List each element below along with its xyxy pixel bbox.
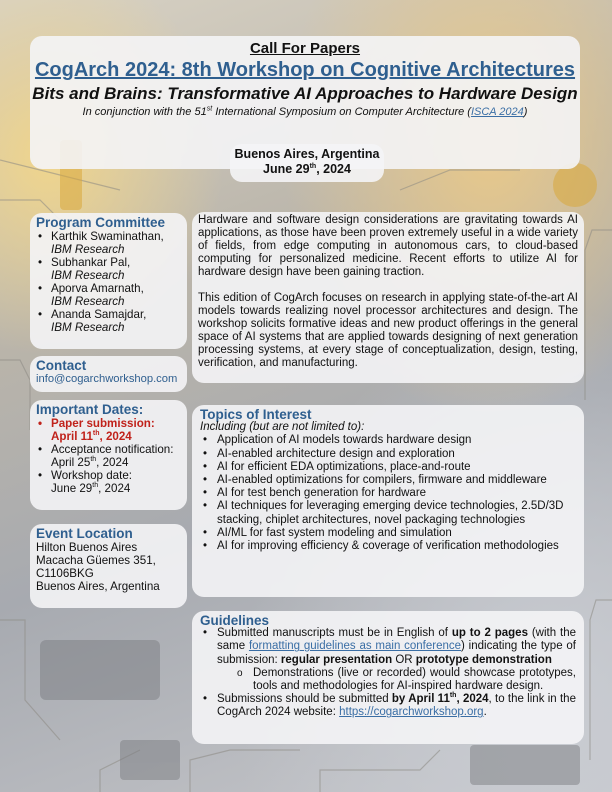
isca-link[interactable]: ISCA 2024 [470, 106, 524, 118]
workshop-date: June 29th, 2024 [263, 162, 351, 176]
address-line: C1106BKG [36, 567, 94, 580]
call-for-papers-label: Call For Papers [249, 40, 361, 57]
topics-intro: Including (but are not limited to): [200, 421, 365, 434]
acceptance-notification-date: • Acceptance notification: April 25th, 2024 [38, 443, 181, 469]
guidelines-panel [192, 611, 584, 744]
location-date-panel [230, 144, 384, 182]
introduction-panel [192, 212, 584, 383]
guideline-item: • Submissions should be submitted by April 11th, 2024, to the link in the CogArch 2024 website: https://cogarchworkshop.org. [200, 693, 576, 719]
intro-paragraph: Hardware and software design considerations are gravitating towards AI applications, as those have been proven extremely useful in a wide variety of fields, from edge computing in autonomous cars, to cloud-based computing for personalized medicine. Recent efforts to utilize AI for hardware design have been gaining traction. [198, 214, 578, 278]
workshop-title[interactable]: CogArch 2024: 8th Workshop on Cognitive Architectures [34, 59, 576, 81]
formatting-guidelines-link[interactable]: formatting guidelines as main conference [248, 640, 462, 653]
important-dates-panel [30, 400, 187, 510]
topic-item: • AI for efficient EDA optimizations, place-and-route [200, 461, 576, 474]
address-line: Macacha Güemes 351, [36, 554, 156, 567]
important-dates-heading: Important Dates: [36, 402, 144, 417]
workshop-date-item: • Workshop date: June 29th, 2024 [38, 469, 181, 495]
workshop-subtitle: Bits and Brains: Transformative AI Approaches to Hardware Design [32, 84, 578, 103]
program-committee-heading: Program Committee [36, 215, 166, 230]
intro-paragraph: This edition of CogArch focuses on research in applying state-of-the-art AI models towards realizing novel processor architectures and design. The workshop solicits formative ideas and new product offerings in the general space of AI systems that are applied towards designing of next generation processing systems, at every stage of conceptualization, design, testing, verification, and manufacturing. [198, 292, 578, 369]
address-line: Buenos Aires, Argentina [36, 580, 160, 593]
contact-email[interactable]: info@cogarchworkshop.com [36, 373, 178, 385]
topic-item: • Application of AI models towards hardware design [200, 434, 576, 447]
topic-item: • AI/ML for fast system modeling and simulation [200, 527, 576, 540]
committee-member: • Subhankar Pal, IBM Research [38, 256, 181, 282]
contact-panel [30, 356, 187, 392]
committee-member: • Ananda Samajdar, IBM Research [38, 308, 181, 334]
conjunction-line: In conjunction with the 51st International Symposium on Computer Architecture (ISCA 2024) [82, 105, 528, 118]
contact-heading: Contact [36, 358, 87, 373]
topics-panel [192, 405, 584, 597]
committee-member: • Aporva Amarnath, IBM Research [38, 282, 181, 308]
topic-item: • AI-enabled architecture design and exploration [200, 448, 576, 461]
topic-item: • AI for test bench generation for hardware [200, 487, 576, 500]
topics-heading: Topics of Interest [200, 407, 312, 422]
guideline-subitem: o Demonstrations (live or recorded) would showcase prototypes, tools and methodologies for AI-inspired hardware design. [235, 667, 576, 693]
committee-member: • Karthik Swaminathan, IBM Research [38, 230, 181, 256]
program-committee-panel [30, 213, 187, 349]
topic-item: • AI techniques for leveraging emerging device technologies, 2.5D/3D stacking, chiplet architectures, novel packaging technologies [200, 500, 576, 526]
address-line: Hilton Buenos Aires [36, 541, 138, 554]
guideline-item: • Submitted manuscripts must be in English of up to 2 pages (with the same formatting guidelines as main conference) indicating the type of submission: regular presentation OR prototype demonstration o Demonstrations (live or recorded) would showcase prototypes, tools and methodologies for AI-inspired hardware design. [200, 627, 576, 693]
event-location-panel [30, 524, 187, 608]
event-location-heading: Event Location [36, 526, 133, 541]
location-city: Buenos Aires, Argentina [234, 147, 380, 161]
website-link[interactable]: https://cogarchworkshop.org [339, 706, 484, 719]
guidelines-heading: Guidelines [200, 613, 270, 628]
topic-item: • AI for improving efficiency & coverage of verification methodologies [200, 540, 576, 553]
topic-item: • AI-enabled optimizations for compilers, firmware and middleware [200, 474, 576, 487]
paper-submission-date: • Paper submission: April 11th, 2024 [38, 417, 181, 443]
